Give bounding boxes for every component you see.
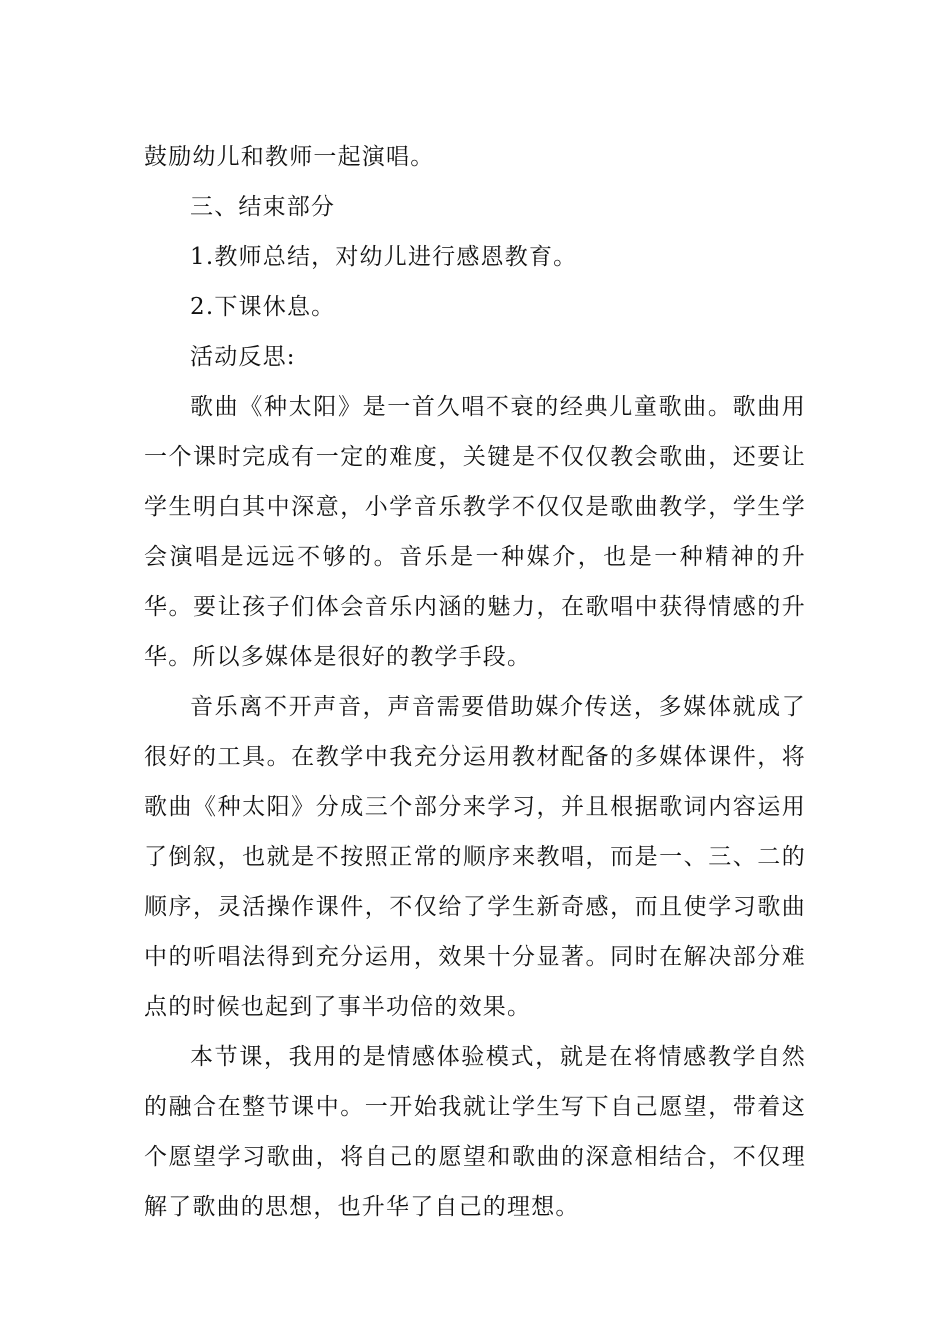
list-item-break: 2.下课休息。 — [190, 294, 336, 320]
document-body — [144, 132, 806, 1232]
paragraph-reflection-1: 歌曲《种太阳》是一首久唱不衰的经典儿童歌曲。歌曲用一个课时完成有一定的难度，关键是不仅仅教会歌曲，还要让学生明白其中深意，小学音乐教学不仅仅是歌曲教学，学生学会演唱是远远不够的。音乐是一种媒介，也是一种精神的升华。要让孩子们体会音乐内涵的魅力，在歌唱中获得情感的升华。所以多媒体是很好的教学手段。 — [144, 394, 806, 670]
section-heading-reflection: 活动反思: — [190, 344, 296, 370]
list-item-summary: 1.教师总结，对幼儿进行感恩教育。 — [190, 244, 578, 270]
paragraph-reflection-2: 音乐离不开声音，声音需要借助媒介传送，多媒体就成了很好的工具。在教学中我充分运用教材配备的多媒体课件，将歌曲《种太阳》分成三个部分来学习，并且根据歌词内容运用了倒叙，也就是不按照正常的顺序来教唱，而是一、三、二的顺序，灵活操作课件，不仅给了学生新奇感，而且使学习歌曲中的听唱法得到充分运用，效果十分显著。同时在解决部分难点的时候也起到了事半功倍的效果。 — [144, 694, 806, 1020]
paragraph-continuation: 鼓励幼儿和教师一起演唱。 — [144, 144, 435, 170]
paragraph-reflection-3: 本节课，我用的是情感体验模式，就是在将情感教学自然的融合在整节课中。一开始我就让学生写下自己愿望，带着这个愿望学习歌曲，将自己的愿望和歌曲的深意相结合，不仅理解了歌曲的思想，也升华了自己的理想。 — [144, 1044, 806, 1220]
section-heading-conclusion: 三、结束部分 — [190, 194, 336, 220]
